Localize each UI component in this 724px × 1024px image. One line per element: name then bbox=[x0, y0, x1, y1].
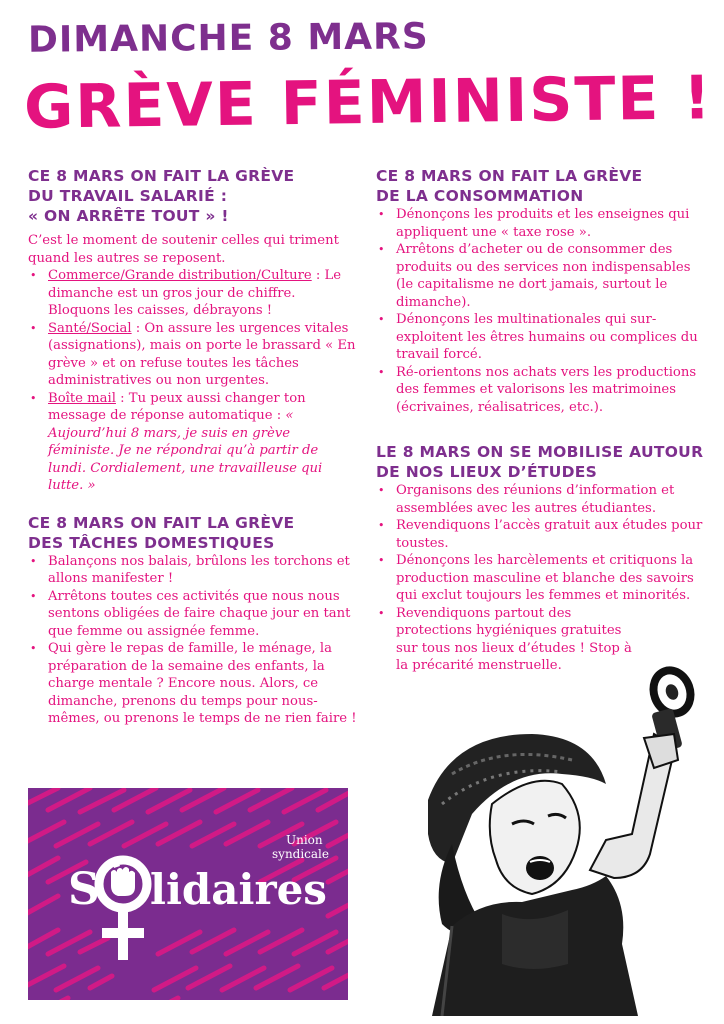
section-salaried-work-strike bbox=[28, 166, 358, 495]
list-item: • Arrêtons d’acheter ou de consommer des produits ou des services non indispensables (le capitalisme ne dort jamais, surtout le dimanche). bbox=[376, 241, 706, 311]
list-item: • Organisons des réunions d’information et assemblées avec les autres étudiantes. bbox=[376, 482, 706, 517]
bullet-list bbox=[28, 267, 358, 495]
logo-union-line1: Union bbox=[286, 833, 323, 847]
list-item: • Arrêtons toutes ces activités que nous nous sentons obligées de faire chaque jour en tant que femme ou assignée femme. bbox=[28, 588, 358, 641]
logo-union-line2: syndicale bbox=[272, 847, 329, 861]
item-label: Commerce/Grande distribution/Culture bbox=[48, 268, 312, 283]
item-text: : Tu peux aussi changer ton message de réponse automatique : bbox=[48, 390, 306, 423]
list-item: • Dénonçons les harcèlements et critiquons la production masculine et blanche des savoirs qui exclut toujours les femmes et minorités. bbox=[376, 552, 706, 605]
logo-letter-s: S bbox=[68, 864, 100, 915]
right-column bbox=[376, 166, 706, 675]
protester-photo bbox=[392, 664, 708, 1016]
section-title-line: DE NOS LIEUX D’ÉTUDES bbox=[376, 463, 598, 481]
venus-fist-icon bbox=[99, 858, 147, 960]
list-item bbox=[28, 320, 358, 390]
section-title-line: DE LA CONSOMMATION bbox=[376, 187, 584, 205]
list-item bbox=[28, 390, 358, 495]
section-consumption-strike bbox=[376, 166, 706, 416]
list-item: • Dénonçons les multinationales qui sur-exploitent les êtres humains ou complices du travail forcé. bbox=[376, 311, 706, 364]
list-item: • Revendiquons l’accès gratuit aux études pour toustes. bbox=[376, 517, 706, 552]
section-title bbox=[28, 166, 358, 226]
list-item: • Ré-orientons nos achats vers les productions des femmes et valorisons les matrimoines (écrivaines, réalisatrices, etc.). bbox=[376, 364, 706, 417]
list-item bbox=[28, 267, 358, 320]
section-title-line: CE 8 MARS ON FAIT LA GRÈVE bbox=[376, 167, 643, 185]
item-text: : Le dimanche est un gros jour de chiffre. Bloquons les caisses, débrayons ! bbox=[48, 268, 342, 318]
auto-reply-quote: « Aujourd’hui 8 mars, je suis en grève féministe. Je ne répondrai qu’à partir de lundi. Cordialement, une travailleuse qui lutte. » bbox=[48, 408, 323, 493]
section-studies-mobilisation bbox=[376, 442, 706, 675]
section-domestic-strike bbox=[28, 513, 358, 728]
section-title-line: « ON ARRÊTE TOUT » ! bbox=[28, 207, 229, 225]
section-title bbox=[376, 442, 706, 482]
left-column bbox=[28, 166, 358, 728]
list-item: • Dénonçons les produits et les enseignes qui appliquent une « taxe rose ». bbox=[376, 206, 706, 241]
bullet-list bbox=[376, 482, 706, 675]
solidaires-logo bbox=[28, 788, 348, 1000]
bullet-list bbox=[376, 206, 706, 416]
list-item: • Revendiquons partout des protections hygiéniques gratuites sur tous nos lieux d’études ! Stop à la précarité menstruelle. bbox=[376, 605, 706, 675]
section-title-line: CE 8 MARS ON FAIT LA GRÈVE bbox=[28, 513, 295, 532]
section-title-line: LE 8 MARS ON SE MOBILISE AUTOUR bbox=[376, 443, 704, 461]
list-item: • Balançons nos balais, brûlons les torchons et allons manifester ! bbox=[28, 553, 358, 588]
item-label: Boîte mail bbox=[48, 390, 116, 406]
section-title-line: CE 8 MARS ON FAIT LA GRÈVE bbox=[28, 167, 295, 185]
stripe-pattern bbox=[28, 788, 348, 1000]
item-text: : On assure les urgences vitales (assignations), mais on porte le brassard « En grève » et on refuse toutes les tâches administratives ou non urgentes. bbox=[48, 320, 356, 388]
section-title bbox=[376, 166, 706, 206]
header-title: GRÈVE FÉMINISTE ! bbox=[23, 63, 714, 143]
logo-wordmark-rest: lidaires bbox=[150, 865, 327, 914]
header-date: DIMANCHE 8 MARS bbox=[27, 16, 429, 61]
section-title bbox=[28, 513, 358, 553]
list-item: • Qui gère le repas de famille, le ménage, la préparation de la semaine des enfants, la charge mentale ? Encore nous. Alors, ce dimanche, prenons du temps pour nous-mêmes, ou prenons le temps de ne rien faire ! bbox=[28, 640, 358, 728]
section-title-line: DU TRAVAIL SALARIÉ : bbox=[28, 187, 228, 205]
section-intro: C’est le moment de soutenir celles qui triment quand les autres se reposent. bbox=[28, 233, 339, 266]
bullet-list bbox=[28, 553, 358, 728]
section-title-line: DES TÂCHES DOMESTIQUES bbox=[28, 533, 275, 552]
item-label: Santé/Social bbox=[48, 320, 132, 336]
